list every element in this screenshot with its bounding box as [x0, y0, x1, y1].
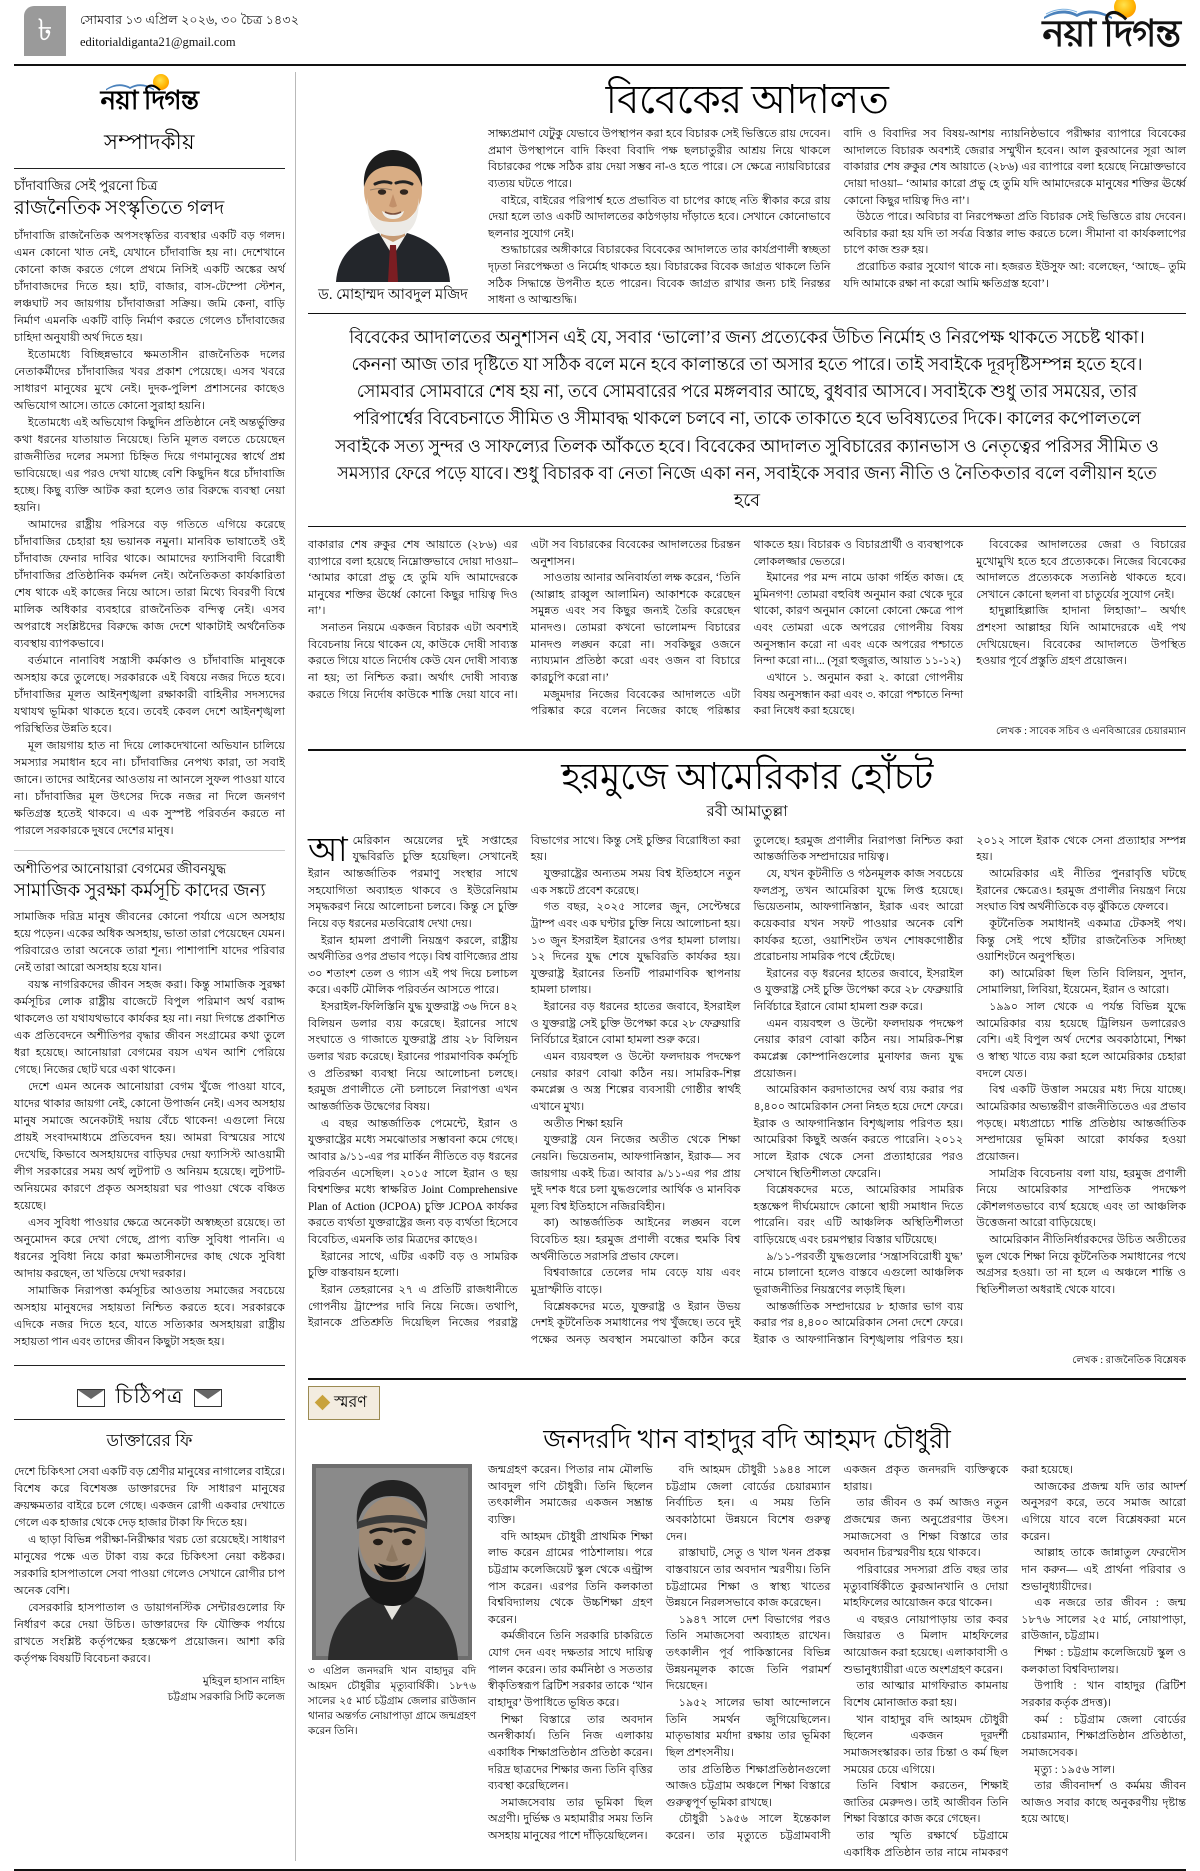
editorial-2-headline: সামাজিক সুরক্ষা কর্মসূচি কাদের জন্য	[14, 880, 266, 901]
paragraph: ১৯৯০ সাল থেকে এ পর্যন্ত বিভিন্ন যুদ্ধে আমেরিকার ব্যয় হয়েছে ট্রিলিয়ন ডলারেরও বেশি। এই বিপুল অর্থ দেশের অবকাঠামো, শিক্ষা ও স্বাস্থ্য খাতে ব্যয় করা হলে আমেরিকার চেহারা বদলে যেত।	[976, 1001, 1186, 1080]
paragraph: তিনি বিশ্বাস করতেন, শিক্ষাই জাতির মেরুদণ্ড। তাই আজীবন তিনি শিক্ষা বিস্তারে কাজ করে গেছেন।	[843, 1780, 1009, 1826]
paragraph: ইতোমধ্যে বিচ্ছিন্নভাবে ক্ষমতাসীন রাজনৈতিক দলের নেতাকর্মীদের চাঁদাবাজির খবর প্রকাশ পেয়েছে। এসব খবরে সাধারণ মানুষের মুখে নেই। দুদক-পুলিশ প্রশাসনের কাছেও অভিযোগ আসে। তাতে কোনো সুরাহা হয়নি।	[14, 348, 285, 412]
paragraph: বেসরকারি হাসপাতাল ও ডায়াগনস্টিক সেন্টারগুলোর ফি নির্ধারণ করে দেয়া উচিত। ডাক্তারদের ফি যৌক্তিক পর্যায়ে রাখতে সংশ্লিষ্ট কর্তৃপক্ষের হস্তক্ষেপ প্রয়োজন। আশা করি কর্তৃপক্ষ বিষয়টি বিবেচনা করবে।	[14, 1602, 285, 1666]
editorial-item-2	[14, 860, 285, 1351]
smaran-badge-label: স্মরণ	[334, 1393, 367, 1411]
paragraph: বাইরে, বাইরের পরিপার্শ্ব হতে প্রভাবিত বা চাপের কাছে নতি স্বীকার করে রায় দেয়া হলে তাও একটি আদালতের কাঠগড়ায় দাঁড়াতে হবে। সেখানে কোনোভাবে ছলনার সুযোগ নেই।	[488, 194, 831, 240]
editorial-section-label: সম্পাদকীয়	[104, 130, 195, 154]
paragraph: শিক্ষা বিস্তারে তার অবদান অনস্বীকার্য। তিনি নিজ এলাকায় একাধিক শিক্ষাপ্রতিষ্ঠান প্রতিষ্ঠা করেন। দরিদ্র ছাত্রদের শিক্ষার জন্য তিনি বৃত্তির ব্যবস্থা করেছিলেন।	[488, 1713, 653, 1793]
paragraph: সাওতায় আনার অনিবার্যতা লক্ষ করেন, ‘তিনি (আল্লাহ রাব্বুল আলামিন) আকাশকে করেছেন সমুন্নত এবং সব কিছুর জন্যই তৈরি করেছেন মানদণ্ড। তোমরা কখনো ভালোমন্দ বিচারের মানদণ্ড লঙ্ঘন করো না। সবকিছুর ওজনে ন্যায্যমান প্রতিষ্ঠা করো এবং ওজন বা বিচারে কারচুপি করো না।’	[530, 572, 741, 685]
paragraph: দেশে এমন অনেক আনোয়ারা বেগম খুঁজে পাওয়া যাবে, যাদের থাকার জায়গা নেই, কোনো উপার্জন নেই। এসব অসহায় মানুষ সমাজে অনেকটাই দয়ায় বেঁচে থাকেন! এগুলো নিয়ে প্রায়ই সংবাদমাধ্যমে প্রতিবেদন হয়। আমরা বিস্ময়ের সাথে দেখেছি, কিভাবে অসহায়দের বাড়িঘর দেয়া ফ্যাসিস্ট আওয়ামী লীগ সরকারের সময় অর্থ লুটপাট ও অনিয়ম হয়েছে। লুটপাট-অনিয়মের কারণে প্রকৃত অসহায়রা ঘর পাওয়া থেকে বঞ্চিত হয়েছে।	[14, 1080, 285, 1212]
article-2-top-rule	[308, 749, 1186, 751]
page-header	[14, 0, 1186, 62]
editorial-column	[14, 72, 296, 1861]
paragraph: কা) আমেরিকা ছিল তিনি বিলিয়ন, সুদান, সোমালিয়া, লিবিয়া, ইয়েমেন, ইরান ও আরো।	[976, 967, 1186, 997]
article-3-body	[308, 1462, 1186, 1861]
article-3-caption: ৩ এপ্রিল জনদরদি খান বাহাদুর বদি আহমদ চৌধুরীর মৃত্যুবার্ষিকী। ১৮৭৬ সালের ২৫ মার্চ চট্টগ্রাম জেলার রাউজান থানার অন্তর্গত নোয়াপাড়া গ্রামে জন্মগ্রহণ করেন তিনি।	[308, 1666, 476, 1738]
paragraph: এমন ব্যয়বহুল ও উল্টো ফলদায়ক পদক্ষেপ নেয়ার কারণ বোঝা কঠিন নয়। সামরিক-শিল্প কমপ্লেক্স কোম্পানিগুলোর মুনাফার জন্য যুদ্ধ প্রয়োজন।	[753, 1017, 964, 1080]
paragraph: চৌধুরী ১৯৫৬ সালে ইন্তেকাল করেন। তার মৃত্যুতে চট্টগ্রামবাসী একজন প্রকৃত জনদরদি ব্যক্তিত্বকে হারায়।	[665, 1464, 1009, 1843]
paragraph: যে, যখন কূটনীতি ও গঠনমূলক কাজ সবচেয়ে ফলপ্রসূ, তখন আমেরিকা যুদ্ধে লিপ্ত হয়েছে। ভিয়েতনাম, আফগানিস্তান, ইরাক এবং আরো কয়েকবার যখন সফট পাওয়ার অনেক বেশি কার্যকর হতো, ওয়াশিংটন তখন শোষকগোষ্ঠীর প্ররোচনায় সামরিক পথে হেঁটেছে।	[753, 867, 964, 964]
paragraph: ১৯৪৭ সালে দেশ বিভাগের পরও তিনি সমাজসেবা অব্যাহত রাখেন। তৎকালীন পূর্ব পাকিস্তানের বিভিন্ন উন্নয়নমূলক কাজে তিনি পরামর্শ দিয়েছেন।	[665, 1613, 831, 1693]
paragraph: খান বাহাদুর বদি আহমদ চৌধুরী ছিলেন একজন দূরদর্শী সমাজসংস্কারক। তার চিন্তা ও কর্ম ছিল সময়ের চেয়ে এগিয়ে।	[843, 1713, 1009, 1776]
portrait-image	[312, 1464, 472, 1660]
paragraph: ইরানের বড় ধরনের হাতের জবাবে, ইসরাইল ও যুক্তরাষ্ট্র সেই চুক্তি উপেক্ষা করে ২৮ ফেব্রুয়ারি নির্বিচারে ইরানে বোমা হামলা শুরু করে।	[753, 967, 964, 1014]
letter-signature-place: চট্টগ্রাম সরকারি সিটি কলেজ	[167, 1691, 285, 1703]
paragraph: এ ছাড়া বিভিন্ন পরীক্ষা-নিরীক্ষার খরচ তো রয়েছেই। সাধারণ মানুষের পক্ষে এত টাকা ব্যয় করে চিকিৎসা নেয়া কষ্টকর। সরকারি হাসপাতালে সেবা পাওয়া গেলেও সেখানে রোগীর চাপ অনেক বেশি।	[14, 1534, 285, 1598]
paragraph: ইরান হামলা প্রণালী নিয়ন্ত্রণ করলে, রাষ্ট্রীয় অর্থনীতির ওপর প্রভাব পড়ে। বিশ্ব বাণিজ্যের প্রায় ৩০ শতাংশ তেল ও গ্যাস এই পথ দিয়ে চলাচল করে। একটি মৌলিক পরিবর্তন আসতে পারে।	[308, 934, 518, 997]
article-smaran	[308, 1386, 1186, 1862]
masthead	[1036, 4, 1180, 67]
paragraph: এ বছর আন্তর্জাতিক পেমেন্টে, ইরান ও যুক্তরাষ্ট্রের মধ্যে সমঝোতার সম্ভাবনা কমে গেছে। আবার ৯/১১-এর পর মার্কিন নীতিতে বড় ধরনের পরিবর্তন এসেছিল। ২০১৫ সালে ইরান ও ছয় বিশ্বশক্তির মধ্যে স্বাক্ষরিত Joint Comprehensive Plan of Action (JCPOA) চুক্তি JCPOA কার্যকর করতে ব্যর্থতা যুক্তরাষ্ট্রের জন্য বড় ব্যর্থতা হিসেবে বিবেচিত, এমনকি তার মিত্রদের কাছেও।	[308, 1117, 518, 1247]
paragraph: তার প্রতিষ্ঠিত শিক্ষাপ্রতিষ্ঠানগুলো আজও চট্টগ্রাম অঞ্চলে শিক্ষা বিস্তারে গুরুত্বপূর্ণ ভূমিকা রাখছে।	[665, 1763, 831, 1809]
paragraph: বিবেকের আদালতের জেরা ও বিচারের মুখোমুখি হতে হবে প্রত্যেককে। নিজের বিবেকের আদালতে প্রত্যেককে সত্যনিষ্ঠ থাকতে হবে। সেখানে কোনো ছলনা বা চাতুর্যের সুযোগ নেই।	[976, 538, 1186, 601]
masthead-logo	[1036, 4, 1180, 67]
paragraph: আমেরিকান নীতিনির্ধারকদের উচিত অতীতের ভুল থেকে শিক্ষা নিয়ে কূটনৈতিক সমাধানের পথে অগ্রসর হওয়া। তা না হলে এ অঞ্চলে শান্তি ও স্থিতিশীলতা অধরাই থেকে যাবে।	[976, 1234, 1186, 1296]
editorial-logo-text: নয়া দিগন্ত	[100, 86, 199, 115]
paragraph: তার স্মৃতি রক্ষার্থে চট্টগ্রামে একাধিক প্রতিষ্ঠান তার নামে নামকরণ করা হয়েছে।	[843, 1464, 1074, 1859]
article-3-figure	[308, 1462, 476, 1861]
article-1-credit: লেখক : সাবেক সচিব ও এনবিআরের চেয়ারম্যান	[996, 725, 1186, 737]
editorial-rule	[14, 168, 285, 169]
paragraph: কা) আন্তর্জাতিক আইনের লঙ্ঘন বলে বিবেচিত হয়। হরমুজ প্রণালী বন্ধের হুমকি বিশ্ব অর্থনীতিতে সরাসরি প্রভাব ফেলে।	[530, 1217, 741, 1263]
paragraph: বয়স্ক নাগরিকদের জীবন সহজ করা। কিন্তু সামাজিক সুরক্ষা কর্মসূচির লোক রাষ্ট্রীয় বাজেটে বিপুল পরিমাণ অর্থ বরাদ্দ থাকলেও তা যথাযথভাবে কার্যকর হয় না। নয়া দিগন্তে প্রকাশিত এক প্রতিবেদনে অশীতিপর বৃদ্ধার জীবন সংগ্রামের কথা তুলে ধরা হয়েছে। আনোয়ারা বেগমের বয়স এখন আশি পেরিয়ে গেছে। নিজের ছোট ঘরে একা থাকেন।	[14, 978, 285, 1076]
letters-section-title: চিঠিপত্র	[115, 1384, 184, 1409]
letter-signature	[14, 1674, 285, 1705]
article-2-columns	[308, 833, 1186, 1349]
editorial-email: editorialdiganta21@gmail.com	[80, 35, 236, 49]
paragraph: যুক্তরাষ্ট্রের অন্যতম সময় বিশ্ব ইতিহাসে নতুন এক সঙ্কটে প্রবেশ করেছে।	[530, 867, 741, 897]
paragraph: মজুমদার নিজের বিবেকের আদালতে এটা পরিষ্কার করে বলেন নিজের কাছে পরিষ্কার থাকতে হয়। বিচারক ও বিচারপ্রার্থী ও ব্যবস্থাপকে লোকলজ্জার ভেতরে।	[530, 538, 964, 718]
paragraph: বিশ্লেষকদের মতে, যুক্তরাষ্ট্র ও ইরান উভয় দেশই কূটনৈতিক সমাধানের পথ খুঁজছে। তবে দুই পক্ষের অনড় অবস্থান সমঝোতা কঠিন করে তুলেছে। হরমুজ প্রণালীর নিরাপত্তা নিশ্চিত করা আন্তর্জাতিক সম্প্রদায়ের দায়িত্ব।	[530, 834, 964, 1346]
editorial-1-kicker: চাঁদাবাজির সেই পুরনো চিত্র	[14, 178, 158, 193]
editorial-masthead	[14, 80, 285, 124]
envelope-icon-right	[194, 1389, 222, 1407]
article-2-author: রবী আমাতুল্লা	[706, 803, 788, 820]
paragraph: সামাজিক দরিদ্র মানুষ জীবনের কোনো পর্যায়ে এসে অসহায় হয়ে পড়েন। একের অধিক অসহায়, ভাতা তারা পেয়েছেন যেমন। পরিবারেও তারা অনেকে তারা শূন্য। পাশাপাশি যাদের পরিবার নেই তারা আরো অসহায় হয়ে যান।	[14, 910, 285, 974]
paragraph: এ বছরও নোয়াপাড়ায় তার কবর জিয়ারত ও মিলাদ মাহফিলের আয়োজন করা হয়েছে। এলাকাবাসী ও শুভানুধ্যায়ীরা এতে অংশগ্রহণ করেন।	[843, 1613, 1009, 1676]
editorial-2-kicker: অশীতিপর আনোয়ারা বেগমের জীবনযুদ্ধ	[14, 861, 226, 877]
article-1-top	[308, 126, 1186, 309]
paragraph: পরিবারের সদস্যরা প্রতি বছর তার মৃত্যুবার্ষিকীতে কুরআনখানি ও দোয়া মাহফিলের আয়োজন করে থাকেন।	[843, 1563, 1009, 1610]
portrait-image	[318, 132, 468, 282]
article-3-title: জনদরদি খান বাহাদুর বদি আহমদ চৌধুরী	[543, 1424, 951, 1454]
paragraph: কর্ম : চট্টগ্রাম জেলা বোর্ডের চেয়ারম্যান, শিক্ষাপ্রতিষ্ঠান প্রতিষ্ঠাতা, সমাজসেবক।	[1021, 1713, 1186, 1759]
paragraph: এক নজরে তার জীবন : জন্ম ১৮৭৬ সালের ২৫ মার্চ, নোয়াপাড়া, রাউজান, চট্টগ্রাম।	[1021, 1597, 1186, 1643]
paragraph: বর্তমানে নানাবিধ সন্ত্রাসী কর্মকাণ্ড ও চাঁদাবাজি মানুষকে অসহায় করে তুলেছে। সরকারকে এই বিষয়ে নজর দিতে হবে। চাঁদাবাজির মূলত আইনশৃঙ্খলা রক্ষাকারী বাহিনীর সদস্যদের যথাযথ ভূমিকা থাকতে হবে। তবেই কেবল দেশে আইনশৃঙ্খলা পরিস্থিতির উন্নতি হবে।	[14, 654, 285, 736]
paragraph: ইসরাইল-ফিলিস্তিনি যুদ্ধ যুক্তরাষ্ট্র ৩৬ দিনে ৪২ বিলিয়ন ডলার ব্যয় করেছে। ইরানের সাথে সংঘাতে ও গাজাতে যুক্তরাষ্ট্র প্রায় ২৮ বিলিয়ন ডলার খরচ করেছে। ইরানের পারমাণবিক কর্মসূচি ও প্রতিরক্ষা ব্যবস্থা নিয়ে আলোচনা চলছে। হরমুজ প্রণালীতে নৌ চলাচলে নিরাপত্তা এখন আন্তর্জাতিক উদ্বেগের বিষয়।	[308, 1001, 518, 1113]
header-rule	[14, 64, 1186, 66]
smaran-badge	[308, 1386, 380, 1420]
editorial-divider	[14, 850, 285, 851]
letter-headline: ডাক্তারের ফি	[106, 1431, 193, 1451]
masthead-title: নয়া দিগন্ত	[1042, 14, 1180, 55]
paragraph: এখানে ১. অনুমান করা ২. কারো গোপনীয় বিষয় অনুসন্ধান করা এবং ৩. কারো পশ্চাতে নিন্দা করা নিষেধ করা হয়েছে।	[753, 672, 964, 718]
paragraph: বদি আহমদ চৌধুরী প্রাথমিক শিক্ষা লাভ করেন গ্রামের পাঠশালায়। পরে চট্টগ্রাম কলেজিয়েট স্কুল থেকে এন্ট্রান্স পাস করেন। এরপর তিনি কলকাতা বিশ্ববিদ্যালয় থেকে উচ্চশিক্ষা গ্রহণ করেন।	[488, 1530, 653, 1626]
diamond-icon	[315, 1395, 331, 1411]
paragraph: যুক্তরাষ্ট্র যেন নিজের অতীত থেকে শিক্ষা নেয়নি। ভিয়েতনাম, আফগানিস্তান, ইরাক— সব জায়গায় একই চিত্র। আবার ৯/১১-এর পর প্রায় দুই দশক ধরে চলা যুদ্ধগুলোর আর্থিক ও মানবিক মূল্য বিশ্ব ইতিহাসে নজিরবিহীন।	[530, 1134, 741, 1213]
editorial-1-body	[14, 228, 285, 841]
paragraph: উঠতে পারে। অবিচার বা নিরপেক্ষতা প্রতি বিচারক সেই ভিত্তিতে রায় দেবেন। অবিচার করা হয় যদি তা সর্বত্র বিস্তার লাভ করতে চলে। সীমানা বা কার্যকলাপের চাপে কাজ শুরু হয়।	[843, 211, 1186, 257]
paragraph: বাকারার শেষ রুকুর শেষ আয়াতে (২৮৬) এর ব্যাপারে বলা হয়েছে নিম্নোক্তভাবে দোয়া দাওয়া– ‘আমার কারো প্রভু হে তুমি যদি আমাদেরকে মানুষের শক্তির ঊর্ধ্বে কোনো কিছুর দায়িত্ব দিও না’।	[308, 538, 518, 618]
paragraph: সমাজসেবায় তার ভূমিকা ছিল অগ্রণী। দুর্ভিক্ষ ও মহামারীর সময় তিনি অসহায় মানুষের পাশে দাঁড়িয়েছিলেন।	[488, 1796, 653, 1843]
page-body	[14, 72, 1186, 1861]
editorial-logo	[101, 80, 199, 124]
article-3-text	[488, 1462, 1186, 1861]
paragraph: সাক্ষ্যপ্রমাণ যেটুকু যেভাবে উপস্থাপন করা হবে বিচারক সেই ভিত্তিতে রায় দেবেন। প্রমাণ উপস্থাপনে বাদি কিংবা বিবাদি পক্ষ ছলচাতুরীর আশ্রয় নিয়ে থাকলে বিচারকের পক্ষে সঠিক রায় দেয়া সম্ভব না-ও হতে পারে। সে ক্ষেত্রে ন্যায়বিচারের ব্যত্যয় ঘটতে পারে।	[488, 128, 831, 190]
paragraph: বাদি ও বিবাদির সব বিষয়-আশয় ন্যায়নিষ্ঠভাবে পরীক্ষার ব্যাপারে বিবেকের আদালতে বিচারক অবশ্যই জেরার সম্মুখীন হবেন। আল কুরআনের সূরা আল বাকারার শেষ রুকুর শেষ আয়াতে (২৮৬) এর ব্যাপারে বলা হয়েছে নিম্নোক্তভাবে দোয়া দাওয়া– ‘আমার কারো প্রভু হে তুমি যদি আমাদেরকে মানুষের শক্তির ঊর্ধ্বে কোনো কিছুর দায়িত্ব দিও না’।	[843, 128, 1186, 207]
article-1-author-block	[308, 126, 478, 309]
paragraph: তার আত্মার মাগফিরাত কামনায় বিশেষ মোনাজাত করা হয়।	[843, 1680, 1009, 1709]
smaran-badge-row	[308, 1386, 1186, 1420]
article-2-title: হরমুজে আমেরিকার হোঁচট	[561, 757, 933, 799]
paragraph: ৯/১১-পরবর্তী যুদ্ধগুলোর ‘সন্ত্রাসবিরোধী যুদ্ধ’ নামে চালানো হলেও বাস্তবে এগুলো আঞ্চলিক ভূরাজনীতির নিয়ন্ত্রণের লড়াই ছিল।	[753, 1250, 964, 1296]
paragraph: আমাদের রাষ্ট্রীয় পরিসরে বড় গতিতে এগিয়ে করেছে চাঁদাবাজির চেহারা হয় ভয়ানক নমুনা। মানবিক ভাষাতেই ওই চাঁদাবাজ ফেনার দাবির থাকে। আমাদের ফ্যাসিবাদী বিরোধী চাঁদাবাজির প্রতিষ্ঠানিক কর্মদল নেই। অনৈতিকতা কার্যকারিতা শেষ থাকে এই কাজের নিয়ে আসে। তারা মিথ্যে বিবরণী বিশ্বে মালিক অধিকার ব্যবহারে রাজনৈতিক বন্দিত্ব নেই। এসব অপরাধে সংশ্লিষ্টদের বিরুদ্ধে কাজ দেশে থাকাটাই অর্থনৈতিক ব্যবস্থায় ব্যাপকভাবে।	[14, 518, 285, 650]
article-1-pullquote: বিবেকের আদালতের অনুশাসন এই যে, সবার ‘ভালো’র জন্য প্রত্যেকের উচিত নির্মোহ ও নিরপেক্ষ থাকতে সচেষ্ট থাকা। কেননা আজ তার দৃষ্টিতে যা সঠিক বলে মনে হবে কালান্তরে তা অসার হতে পারে। তাই সবাইকে দূরদৃষ্টিসম্পন্ন হতে হবে। সোমবার সোমবারে শেষ হয় না, তবে সোমবারের পরে মঙ্গলবার আছে, বুধবার আসবে। সবাইকে শুধু তার সময়ের, তার পরিপার্শ্বের বিবেচনাতে সীমিত ও সীমাবদ্ধ থাকলে চলবে না, তাকে তাকাতে হবে ভবিষ্যতের দিকে। কালের কপোলতলে সবাইকে সত্য সুন্দর ও সাফল্যের তিলক আঁকতে হবে। বিবেকের আদালত সুবিচারের ক্যানভাস ও নেতৃত্বের পরিসর সীমিত ও সমস্যার ফেরে পড়ে যাবে। শুধু বিচারক বা নেতা নিজে একা নন, সবাইকে সবার জন্য নীতি ও নৈতিকতার বলে বলীয়ান হতে হবে	[308, 313, 1186, 527]
letters-rule	[14, 1419, 285, 1420]
letters-section	[14, 1365, 285, 1705]
subject-portrait	[312, 1464, 472, 1660]
paragraph: উপাধি : খান বাহাদুর (ব্রিটিশ সরকার কর্তৃক প্রদত্ত)।	[1021, 1680, 1186, 1709]
paragraph: এমন ব্যয়বহুল ও উল্টো ফলদায়ক পদক্ষেপ নেয়ার কারণ বোঝা কঠিন নয়। সামরিক-শিল্প কমপ্লেক্স ও অস্ত্র শিল্পের ব্যবসায়ী গোষ্ঠীর স্বার্থই এখানে মুখ্য।	[530, 1051, 741, 1113]
paragraph: রাস্তাঘাট, সেতু ও খাল খনন প্রকল্প বাস্তবায়নে তার অবদান স্মরণীয়। তিনি চট্টগ্রামের শিক্ষা ও স্বাস্থ্য খাতের উন্নয়নে নিরলসভাবে কাজ করেছেন।	[665, 1547, 831, 1610]
editorial-item-1	[14, 177, 285, 840]
paragraph: ইরানের বড় ধরনের হাতের জবাবে, ইসরাইল ও যুক্তরাষ্ট্র সেই চুক্তি উপেক্ষা করে ২৮ ফেব্রুয়ারি নির্বিচারে ইরানে বোমা হামলা শুরু করে।	[530, 1001, 741, 1047]
article-3-top-rule	[308, 1378, 1186, 1380]
paragraph: আমেরিকান করদাতাদের অর্থ ব্যয় করার পর ৪,৪০০ আমেরিকান সেনা নিহত হয়ে দেশে ফেরে। ইরাক ও আফগানিস্তান বিশৃঙ্খলায় পরিণত হয়। আমেরিকা কিছুই অর্জন করতে পারেনি। ২০১২ সালে ইরাক থেকে সেনা প্রত্যাহারের পরও সেখানে স্থিতিশীলতা ফেরেনি।	[753, 1084, 964, 1180]
paragraph: শুদ্ধাচারের অঙ্গীকারে বিচারকের বিবেকের আদালতে তার কার্যপ্রণালী স্বচ্ছতা দৃঢ়তা নিরপেক্ষতা ও নির্মোহ থাকতে হয়। বিচারকের বিবেক জাগ্রত থাকলে তিনি সঠিক সিদ্ধান্তে উপনীত হতে পারেন। বিবেক জাগ্রত রাখার জন্য চাই নিরন্তর সাধনা ও আত্মশুদ্ধি।	[488, 244, 831, 307]
article-hormuj	[308, 757, 1186, 1368]
paragraph: তার জীবনাদর্শ ও কর্মময় জীবন আজও সবার কাছে অনুকরণীয় দৃষ্টান্ত হয়ে আছে।	[1021, 1780, 1186, 1826]
letters-title-row	[14, 1380, 285, 1415]
paragraph: এসব সুবিধা পাওয়ার ক্ষেত্রে অনেকটা অস্বচ্ছতা রয়েছে। তা অনুমোদন করে দেখা গেছে, প্রাপ্য ব্যক্তি সুবিধা পাননি। এ ধরনের সুবিধা নিয়ে কারা ক্ষমতাসীনদের কাছ থেকে সুবিধা আদায় করছেন, তা খতিয়ে দেখা দরকার।	[14, 1217, 285, 1281]
editorial-2-body	[14, 909, 285, 1351]
paragraph: সামাজিক নিরাপত্তা কর্মসূচির আওতায় সমাজের সবচেয়ে অসহায় মানুষদের সহায়তা নিশ্চিত করতে হবে। সরকারকে এদিকে নজর দিতে হবে, যাতে সত্যিকার অসহায়রা রাষ্ট্রীয় সহায়তা পান এবং তাদের জীবন কিছুটা সহজ হয়।	[14, 1285, 285, 1349]
paragraph: আল্লাহ তাকে জান্নাতুল ফেরদৌস দান করুন— এই প্রার্থনা পরিবার ও শুভানুধ্যায়ীদের।	[1021, 1547, 1186, 1593]
paragraph: মৃত্যু : ১৯৫৬ সাল।	[1034, 1763, 1115, 1776]
paragraph: আজকের প্রজন্ম যদি তার আদর্শ অনুসরণ করে, তবে সমাজ আরো এগিয়ে যাবে বলে বিশ্লেষকরা মনে করেন।	[1021, 1480, 1186, 1543]
paragraph: কর্মজীবনে তিনি সরকারি চাকরিতে যোগ দেন এবং দক্ষতার সাথে দায়িত্ব পালন করেন। তার কর্মনিষ্ঠা ও সততার স্বীকৃতিস্বরূপ ব্রিটিশ সরকার তাকে ‘খান বাহাদুর’ উপাধিতে ভূষিত করে।	[488, 1630, 653, 1709]
paragraph: ইতোমধ্যে এই অভিযোগ কিছুদিন প্রতিষ্ঠানে নেই অন্তর্ভুক্তির কথা ধরনের যাতায়াত নিয়েছে। তিনি মূলত বলতে চেয়েছেন রাজনীতির দলের সমস্যা চিহ্নিত দিয়ে গণমানুষের স্বার্থে প্রশ্ন ভাবিয়েছে। এর পরও দেখা যাচ্ছে বেশি কিছুদিন ধরে চাঁদাবাজি হচ্ছে। কিছু ব্যক্তি আটক করা হলেও তার বিরুদ্ধে ব্যবস্থা নেয়া হয়নি।	[14, 416, 285, 514]
paragraph-text: মেরিকান অয়েলের দুই সপ্তাহের যুদ্ধবিরতি চুক্তি হয়েছিল। সেখানেই ইরান আন্তর্জাতিক পরমাণু সংস্থার সাথে সহযোগিতা অব্যাহত থাকবে ও ইউরেনিয়াম সমৃদ্ধকরণ নিয়ে আলোচনা চলবে। কিন্তু সে চুক্তি নিয়ে বড় ধরনের মতবিরোধ দেখা দেয়।	[308, 834, 518, 930]
taka-logo-icon: ৳	[24, 6, 66, 56]
paragraph: তার জীবন ও কর্ম আজও নতুন প্রজন্মের জন্য অনুপ্রেরণার উৎস। সমাজসেবা ও শিক্ষা বিস্তারে তার অবদান চিরস্মরণীয় হয়ে থাকবে।	[843, 1497, 1009, 1560]
paragraph: গত বছর, ২০২৫ সালের জুন, সেপ্টেম্বরে ট্রাম্প এবং এক ঘণ্টার চুক্তি নিয়ে আলোচনা হয়। ১৩ জুন ইসরাইল ইরানের ওপর হামলা চালায়। ১২ দিনের যুদ্ধ শেষে যুদ্ধবিরতি কার্যকর হয়। যুক্তরাষ্ট্র ইরানের তিনটি পারমাণবিক স্থাপনায় হামলা চালায়।	[530, 901, 741, 997]
paragraph: বিশ্ব একটি উত্তাল সময়ের মধ্য দিয়ে যাচ্ছে। আমেরিকার অভ্যন্তরীণ রাজনীতিতেও এর প্রভাব পড়ছে। মধ্যপ্রাচ্যে শান্তি প্রতিষ্ঠায় আন্তর্জাতিক সম্প্রদায়ের ভূমিকা আরো কার্যকর হওয়া প্রয়োজন।	[976, 1084, 1186, 1163]
paragraph: প্ররোচিত করার সুযোগ থাকে না। হজরত ইউসুফ আ: বলেছেন, ‘আছে– তুমি যদি আমাকে রক্ষা না করো আমি ক্ষতিগ্রস্ত হবো’।	[843, 261, 1186, 290]
article-1-intro-columns	[488, 126, 1186, 309]
paragraph: বদি আহমদ চৌধুরী ১৯৪৪ সালে চট্টগ্রাম জেলা বোর্ডের চেয়ারম্যান নির্বাচিত হন। এ সময় তিনি অবকাঠামো উন্নয়নে বিশেষ গুরুত্ব দেন।	[665, 1464, 831, 1543]
paragraph: বিশ্ববাজারে তেলের দাম বেড়ে যায় এবং মুদ্রাস্ফীতি বাড়ে।	[530, 1267, 741, 1296]
paragraph: আমেরিকার এই নীতির পুনরাবৃত্তি ঘটছে ইরানের ক্ষেত্রেও। হরমুজ প্রণালীর নিয়ন্ত্রণ নিয়ে সংঘাত বিশ্ব অর্থনীতিকে বড় ঝুঁকিতে ফেলবে।	[976, 867, 1186, 914]
paragraph: জন্মগ্রহণ করেন। পিতার নাম মৌলভি আবদুল গণি চৌধুরী। তিনি ছিলেন তৎকালীন সমাজের একজন সম্ভ্রান্ত ব্যক্তি।	[488, 1464, 653, 1526]
paragraph: শিক্ষা : চট্টগ্রাম কলেজিয়েট স্কুল ও কলকাতা বিশ্ববিদ্যালয়।	[1021, 1647, 1186, 1676]
author-portrait	[318, 132, 468, 282]
main-column	[296, 72, 1186, 1861]
paragraph: সামগ্রিক বিবেচনায় বলা যায়, হরমুজ প্রণালী নিয়ে আমেরিকার সাম্প্রতিক পদক্ষেপ কৌশলগতভাবে ব্যর্থ হয়েছে এবং তা আঞ্চলিক উত্তেজনা আরো বাড়িয়েছে।	[976, 1167, 1186, 1230]
paragraph: সনাতন নিয়মে একজন বিচারক এটা অবশ্যই বিবেচনায় নিয়ে থাকেন যে, কাউকে দোষী সাব্যস্ত করতে গিয়ে যাতে নির্দোষ কেউ যেন দোষী সাব্যস্ত না হয়; তা নিশ্চিত করা। অর্থাৎ দোষী সাব্যস্ত করতে গিয়ে নির্দোষ কাউকে শাস্তি দেয়া যাবে না। এটা সব বিচারকের বিবেকের আদালতের চিরন্তন অনুশাসন।	[308, 538, 741, 701]
article-2-credit: লেখক : রাজনৈতিক বিশ্লেষক	[1072, 1354, 1186, 1366]
letter-signature-name: মুহিবুল হাসান নাহিদ	[202, 1676, 285, 1688]
paragraph: ১৯৫২ সালের ভাষা আন্দোলনে তিনি সমর্থন জুগিয়েছিলেন। মাতৃভাষার মর্যাদা রক্ষায় তার ভূমিকা ছিল প্রশংসনীয়।	[665, 1696, 831, 1759]
paragraph: আন্তর্জাতিক সম্প্রদায়ের ৮ হাজার ভাগ ব্যয় করার পর ৪,৪০০ আমেরিকান সেনা দেশে ফেরে। ইরাক ও আফগানিস্তান বিশৃঙ্খলায় পরিণত হয়। ২০১২ সালে ইরাক থেকে সেনা প্রত্যাহার সম্পন্ন হয়।	[753, 834, 1186, 1346]
dropcap: আ	[308, 831, 348, 869]
paragraph: দেশে চিকিৎসা সেবা একটি বড় শ্রেণীর মানুষের নাগালের বাইরে। বিশেষ করে বিশেষজ্ঞ ডাক্তারদের ফি সাধারণ মানুষের ক্রয়ক্ষমতার বাইরে চলে গেছে। একজন রোগী একবার দেখাতে গেলে এক হাজার থেকে দেড় হাজার টাকা ফি দিতে হয়।	[14, 1466, 285, 1530]
subheading: অতীত শিক্ষা হয়নি	[543, 1117, 623, 1130]
paragraph: মূল জায়গায় হাত না দিয়ে লোকদেখানো অভিযান চালিয়ে সমস্যার সমাধান হবে না। চাঁদাবাজির নেপথ্য কারা, তা সবাই জানে। তাদের আইনের আওতায় না আনলে সুফল পাওয়া যাবে না। চাঁদাবাজির মূল উৎসের দিকে নজর না দিলে জনগণ ক্ষতিগ্রস্ত হতেই থাকবে। এ এক সুস্পষ্ট পরিবর্তন করতে না পারলে সরকারকে দুষবে দেশের মানুষ।	[14, 740, 285, 838]
paragraph: হাদুল্লাহিল্লাজি হাদানা লিহাজা’– অর্থাৎ প্রশংসা আল্লাহর যিনি আমাদেরকে এই পথ দেখিয়েছেন। বিবেকের আদালতে উপস্থিত হওয়ার পূর্বে প্রস্তুতি গ্রহণ প্রয়োজন।	[976, 605, 1186, 668]
paragraph: ইরানের সাথে, এটির একটি বড় ও সামরিক চুক্তি বাস্তবায়ন হলো।	[308, 1250, 518, 1280]
paragraph: ইমানের পর মন্দ নামে ডাকা গর্হিত কাজ। হে মুমিনগণ! তোমরা বহুবিধ অনুমান করা থেকে দূরে থাকো, কারণ অনুমান কোনো কোনো ক্ষেত্রে পাপ এবং তোমরা একে অপরের গোপনীয় বিষয় অনুসন্ধান করো না এবং একে অপরের পশ্চাতে নিন্দা করো না।... (সূরা হুজুরাত, আয়াত ১১-১২)	[753, 572, 964, 668]
article-1-cols-upper	[488, 126, 1186, 309]
paragraph: ইরান তেহরানের ২৭ এ প্রতিটি রাজধানীতে গোপনীয় ট্রাম্পের দাবি নিয়ে নিজে। তথাপি, ইরানকে প্রতিশ্রুতি দিয়েছিল নিজের পররাষ্ট্র বিভাগের সাথে। কিন্তু সেই চুক্তির বিরোধিতা করা হয়।	[308, 834, 741, 1330]
publication-date: সোমবার ১৩ এপ্রিল ২০২৬, ৩০ চৈত্র ১৪৩২	[80, 13, 300, 27]
article-1-cols-lower	[308, 537, 1186, 720]
paragraph: কূটনৈতিক সমাধানই একমাত্র টেকসই পথ। কিন্তু সেই পথে হাঁটার রাজনৈতিক সদিচ্ছা ওয়াশিংটনে অনুপস্থিত।	[976, 917, 1186, 964]
letter-body	[14, 1464, 285, 1668]
paragraph: বিশ্লেষকদের মতে, আমেরিকার সামরিক হস্তক্ষেপ দীর্ঘমেয়াদে কোনো স্থায়ী সমাধান দিতে পারেনি। বরং এটি আঞ্চলিক অস্থিতিশীলতা বাড়িয়েছে এবং চরমপন্থার বিস্তার ঘটিয়েছে।	[753, 1184, 964, 1247]
editorial-1-headline: রাজনৈতিক সংস্কৃতিতে গলদ	[14, 198, 225, 220]
paragraph: চাঁদাবাজি রাজনৈতিক অপসংস্কৃতির ব্যবস্থার একটি বড় গলদ। এমন কোনো খাত নেই, যেখানে চাঁদাবাজি হয় না। দেশেখানে কোনো কাজ করতে গেলে প্রথমে নিসিই একটি অঙ্কের অর্থ চাঁদাবাজদের দিতে হয়। হাট, বাজার, বাস-টেম্পো স্টেশন, লঞ্চঘাট সব জায়গায় চাঁদাবাজরা সক্রিয়। জমি কেনা, বাড়ি নির্মাণ এমনকি একটি বাড়ি নির্মাণ করতে গেলেও চাঁদাবাজের চাহিদা অনুযায়ী অর্থ দিতে হয়।	[14, 229, 285, 344]
envelope-icon-left	[77, 1389, 105, 1407]
article-3-columns	[488, 1462, 1186, 1861]
article-1-author-name: ড. মোহাম্মদ আবদুল মজিদ	[318, 287, 468, 303]
header-meta	[80, 6, 299, 50]
article-bibeker-adalat	[308, 78, 1186, 739]
paragraph-with-dropcap	[308, 833, 518, 933]
article-1-title: বিবেকের আদালত	[605, 77, 889, 122]
